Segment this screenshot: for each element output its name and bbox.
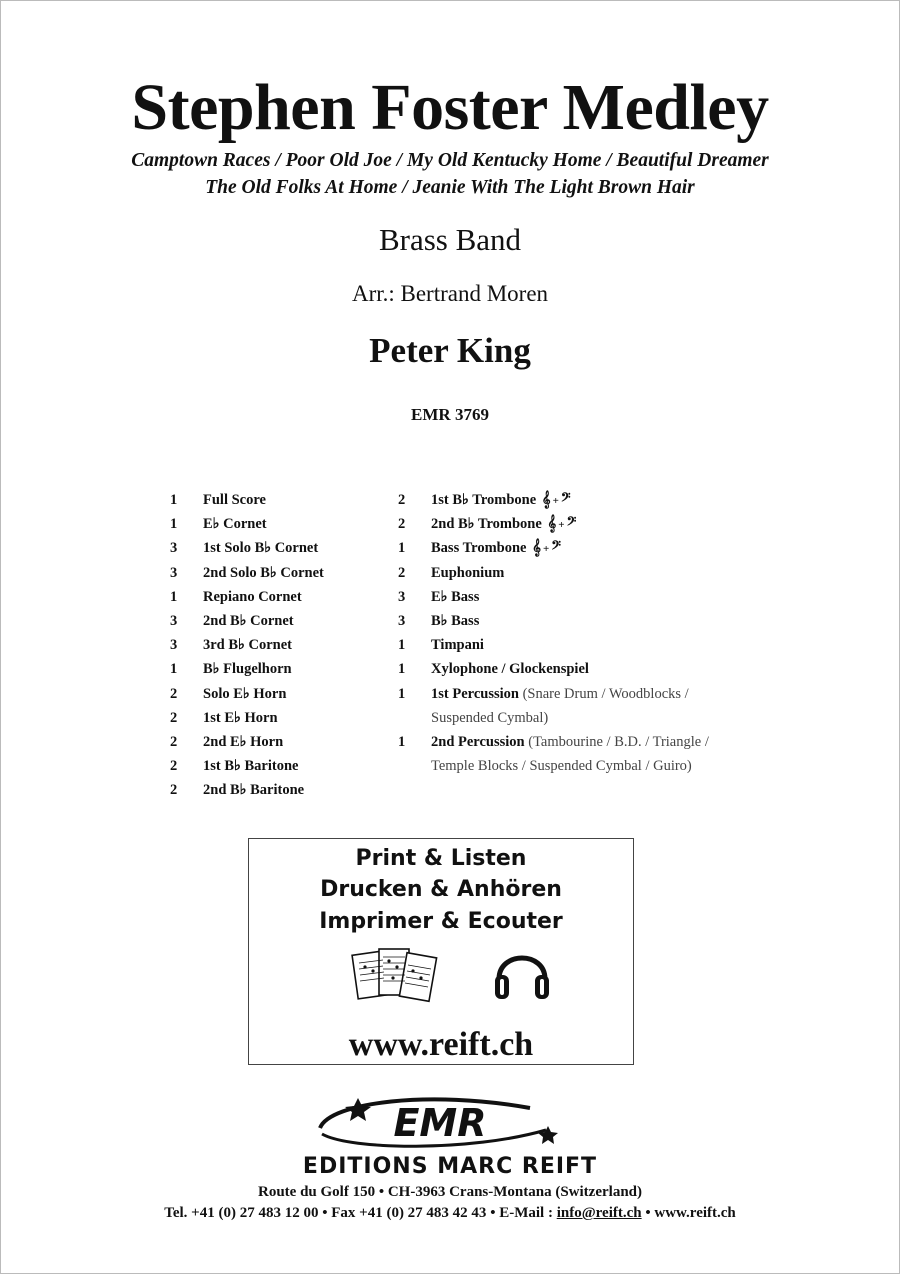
part-qty: 3 <box>170 564 178 581</box>
headphones-icon <box>489 939 555 1005</box>
part-name: 2nd Solo B♭ Cornet <box>203 564 324 581</box>
phone: Tel. +41 (0) 27 483 12 00 <box>164 1205 319 1221</box>
part-qty: 3 <box>398 612 406 629</box>
part-note-continued: Temple Blocks / Suspended Cymbal / Guiro) <box>431 758 692 775</box>
part-row-continued <box>398 706 778 730</box>
part-name: Bass Trombone <box>431 540 527 557</box>
part-row <box>170 585 400 609</box>
part-row <box>170 609 400 633</box>
part-name: 2nd B♭ Cornet <box>203 612 294 629</box>
part-note: (Tambourine / B.D. / Triangle / <box>528 733 709 750</box>
part-name: Euphonium <box>431 564 505 581</box>
part-qty: 3 <box>170 637 178 654</box>
email-link[interactable]: info@reift.ch <box>556 1205 642 1221</box>
part-note-continued: Suspended Cymbal) <box>431 709 549 726</box>
part-name: B♭ Flugelhorn <box>203 661 292 678</box>
clef-icons <box>542 488 571 513</box>
part-qty: 1 <box>170 492 178 508</box>
part-name: B♭ Bass <box>431 612 480 629</box>
website[interactable]: www.reift.ch <box>654 1205 736 1221</box>
treble-clef-icon: 𝄞 <box>541 492 551 508</box>
publisher-address: Route du Golf 150 • CH-3963 Crans-Montana (Switzerland) <box>258 1184 642 1200</box>
fax: Fax +41 (0) 27 483 42 43 <box>331 1205 487 1221</box>
separator: • <box>490 1205 496 1221</box>
clef-icons <box>547 512 576 537</box>
part-qty: 1 <box>398 661 406 678</box>
part-qty: 2 <box>170 685 178 702</box>
part-qty: 2 <box>398 564 406 581</box>
catalog-number: EMR 3769 <box>411 405 489 424</box>
part-name: Repiano Cornet <box>203 588 302 605</box>
part-row <box>398 657 778 681</box>
arranger: Arr.: Bertrand Moren <box>351 281 549 306</box>
part-qty: 2 <box>398 492 406 508</box>
part-qty: 3 <box>398 588 406 605</box>
part-qty: 1 <box>170 516 178 533</box>
bass-clef-icon: 𝄢 <box>560 492 571 508</box>
part-name: Full Score <box>203 492 266 508</box>
part-qty: 1 <box>398 637 406 654</box>
part-qty: 3 <box>170 540 178 557</box>
part-note: (Snare Drum / Woodblocks / <box>522 685 689 702</box>
part-name: Solo E♭ Horn <box>203 685 287 702</box>
publisher-contact <box>0 1203 900 1223</box>
part-row <box>398 730 778 754</box>
part-row <box>398 488 778 512</box>
part-name: 3rd B♭ Cornet <box>203 637 292 654</box>
part-row <box>170 706 400 730</box>
part-row <box>170 536 400 560</box>
part-row <box>170 488 400 512</box>
part-name: 1st B♭ Baritone <box>203 758 299 775</box>
part-name: 2nd E♭ Horn <box>203 733 284 750</box>
clef-plus: + <box>558 519 565 532</box>
part-name: 2nd B♭ Baritone <box>203 782 305 799</box>
part-name: 1st Percussion <box>431 685 519 702</box>
part-row <box>170 754 400 778</box>
part-name: 2nd Percussion <box>431 733 525 750</box>
separator: • <box>645 1205 651 1221</box>
promo-line-de: Drucken & Anhören <box>320 877 562 902</box>
part-qty: 1 <box>170 661 178 678</box>
part-qty: 2 <box>170 782 178 799</box>
part-name: 1st E♭ Horn <box>203 709 278 726</box>
part-qty: 3 <box>170 612 178 629</box>
part-row <box>398 512 778 536</box>
treble-clef-icon: 𝄞 <box>532 540 541 557</box>
parts-list-left <box>170 488 400 802</box>
treble-clef-icon: 𝄞 <box>547 516 557 533</box>
part-row <box>398 536 778 560</box>
part-name: 1st Solo B♭ Cornet <box>203 540 319 557</box>
page-title: Stephen Foster Medley <box>131 71 769 144</box>
part-row <box>398 682 778 706</box>
composer: Peter King <box>369 331 531 370</box>
parts-list-right <box>398 488 778 778</box>
part-qty: 2 <box>170 758 178 775</box>
ensemble: Brass Band <box>378 222 522 257</box>
part-qty: 2 <box>170 709 178 726</box>
clef-plus: + <box>542 543 550 556</box>
part-row <box>398 633 778 657</box>
emr-logo <box>310 1088 570 1158</box>
part-row <box>398 585 778 609</box>
part-row <box>170 730 400 754</box>
part-name: Timpani <box>431 637 484 654</box>
part-qty: 1 <box>398 733 406 750</box>
part-name: 1st B♭ Trombone <box>431 492 537 508</box>
part-row-continued <box>398 754 778 778</box>
clef-icons <box>532 536 561 561</box>
part-name: Xylophone / Glockenspiel <box>431 661 589 678</box>
part-row <box>170 633 400 657</box>
subtitle-line-2: The Old Folks At Home / Jeanie With The Light Brown Hair <box>205 177 695 198</box>
part-qty: 1 <box>170 588 178 605</box>
part-name: 2nd B♭ Trombone <box>431 516 542 533</box>
part-name: E♭ Cornet <box>203 516 267 533</box>
bass-clef-icon: 𝄢 <box>566 516 577 533</box>
part-qty: 1 <box>398 540 406 557</box>
promo-url[interactable]: www.reift.ch <box>348 1026 534 1063</box>
part-row <box>170 778 400 802</box>
part-row <box>170 682 400 706</box>
part-qty: 2 <box>170 733 178 750</box>
part-qty: 1 <box>398 685 406 702</box>
promo-line-en: Print & Listen <box>355 846 527 871</box>
logo-text: EMR <box>393 1101 487 1145</box>
print-listen-box <box>248 838 634 1065</box>
part-row <box>170 561 400 585</box>
separator: • <box>322 1205 328 1221</box>
part-row <box>170 657 400 681</box>
email-label: E-Mail : <box>499 1205 553 1221</box>
clef-plus: + <box>552 495 559 507</box>
part-qty: 2 <box>398 516 406 533</box>
publisher-name: EDITIONS MARC REIFT <box>302 1154 598 1179</box>
subtitle-line-1: Camptown Races / Poor Old Joe / My Old Kentucky Home / Beautiful Dreamer <box>131 150 769 171</box>
part-row <box>170 512 400 536</box>
sheet-music-icon <box>349 945 441 1011</box>
part-row <box>398 609 778 633</box>
part-name: E♭ Bass <box>431 588 480 605</box>
bass-clef-icon: 𝄢 <box>551 540 561 557</box>
part-row <box>398 561 778 585</box>
promo-line-fr: Imprimer & Ecouter <box>319 909 563 934</box>
